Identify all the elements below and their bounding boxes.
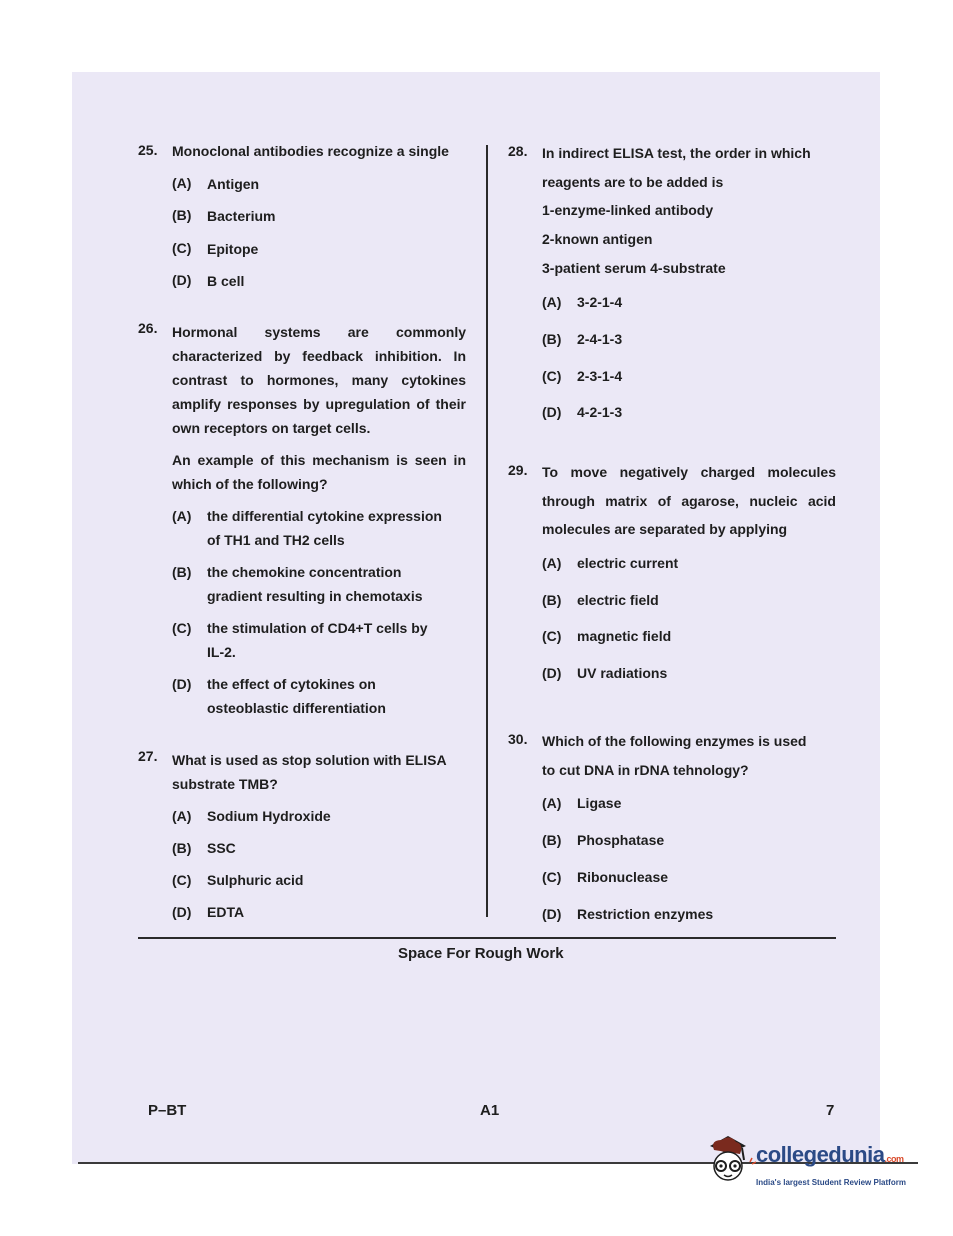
question-number: 25.	[138, 142, 158, 158]
option-text: B cell	[207, 273, 245, 289]
option-label: (A)	[542, 795, 562, 811]
option-label: (D)	[542, 404, 562, 420]
question-stem	[542, 727, 836, 784]
option-text	[207, 672, 386, 720]
stem-line: 3-patient serum 4-substrate	[542, 259, 726, 276]
option-label: (D)	[542, 665, 562, 681]
option-label: (A)	[542, 555, 562, 571]
stem-line: What is used as stop solution with ELISA	[172, 752, 447, 768]
option-text: magnetic field	[577, 628, 672, 644]
option-text: 2-3-1-4	[577, 368, 623, 384]
brand-tagline: India's largest Student Review Platform	[756, 1178, 906, 1187]
option-label: (D)	[172, 676, 192, 692]
question-29	[508, 458, 838, 688]
option-label: (C)	[172, 240, 192, 256]
stem-line: characterized by feedback inhibition. In	[172, 348, 466, 364]
stem-line: molecules are separated by applying	[542, 521, 788, 538]
rough-work-rule	[138, 937, 836, 939]
question-stem: Monoclonal antibodies recognize a single	[172, 143, 449, 159]
mascot-icon	[700, 1132, 756, 1192]
stem-line: In indirect ELISA test, the order in which	[542, 145, 811, 161]
option-line: gradient resulting in chemotaxis	[207, 588, 423, 604]
stem-line: own receptors on target cells.	[172, 420, 371, 436]
option-line: the stimulation of CD4+T cells by	[207, 620, 428, 636]
option-text: 2-4-1-3	[577, 331, 623, 347]
stem-line: amplify responses by upregulation of their	[172, 396, 466, 412]
option-text: Sodium Hydroxide	[207, 808, 331, 824]
option-label: (A)	[172, 508, 192, 524]
option-text	[207, 504, 442, 552]
option-text: 4-2-1-3	[577, 404, 623, 420]
option-line: osteoblastic differentiation	[207, 700, 386, 716]
stem-line: through matrix of agarose, nucleic acid	[542, 492, 836, 509]
stem-line: Which of the following enzymes is used	[542, 733, 807, 749]
option-text: Restriction enzymes	[577, 906, 714, 922]
question-25	[138, 142, 468, 292]
brand-name-text: collegedunia	[756, 1142, 885, 1167]
brand-logo	[700, 1132, 930, 1192]
question-number: 26.	[138, 320, 158, 336]
question-30	[508, 727, 838, 927]
option-line: the effect of cytokines on	[207, 676, 376, 692]
footer-page-number: 7	[826, 1102, 835, 1119]
option-text: Ribonuclease	[577, 869, 669, 885]
stem-line: 1-enzyme-linked antibody	[542, 202, 714, 219]
stem-line: 2-known antigen	[542, 231, 653, 248]
question-number: 28.	[508, 143, 528, 159]
footer-subject-code: P–BT	[148, 1102, 187, 1119]
option-label: (B)	[172, 564, 192, 580]
question-number: 30.	[508, 731, 528, 747]
question-27	[138, 748, 468, 928]
option-label: (C)	[172, 872, 192, 888]
brand-name	[756, 1142, 904, 1168]
option-text: electric field	[577, 592, 659, 608]
question-stem	[172, 320, 466, 496]
stem-line: to cut DNA in rDNA tehnology?	[542, 761, 749, 778]
stem-line: To move negatively charged molecules	[542, 464, 836, 480]
question-26	[138, 320, 468, 720]
brand-tld: .com	[884, 1154, 904, 1164]
option-text: Phosphatase	[577, 832, 665, 848]
option-text	[207, 560, 423, 608]
option-text: 3-2-1-4	[577, 294, 623, 310]
option-text	[207, 616, 428, 664]
option-label: (C)	[542, 368, 562, 384]
option-text: EDTA	[207, 904, 245, 920]
stem-line: which of the following?	[172, 476, 328, 492]
option-label: (B)	[172, 207, 192, 223]
option-line: the chemokine concentration	[207, 564, 402, 580]
option-line: IL-2.	[207, 644, 236, 660]
question-number: 27.	[138, 748, 158, 764]
question-28	[508, 139, 828, 429]
question-stem	[172, 748, 466, 796]
option-label: (D)	[542, 906, 562, 922]
option-label: (C)	[172, 620, 192, 636]
stem-line: An example of this mechanism is seen in	[172, 452, 466, 468]
option-label: (B)	[542, 331, 562, 347]
option-label: (B)	[542, 592, 562, 608]
footer-booklet-series: A1	[480, 1102, 500, 1119]
rough-work-label: Space For Rough Work	[398, 945, 564, 962]
column-divider	[486, 145, 488, 917]
option-text: Ligase	[577, 795, 622, 811]
option-text: Antigen	[207, 176, 260, 192]
question-stem	[542, 458, 836, 544]
option-label: (B)	[172, 840, 192, 856]
option-line: of TH1 and TH2 cells	[207, 532, 345, 548]
option-line: the differential cytokine expression	[207, 508, 442, 524]
stem-line: reagents are to be added is	[542, 173, 724, 190]
question-stem	[542, 139, 832, 283]
option-text: electric current	[577, 555, 679, 571]
option-text: SSC	[207, 840, 236, 856]
option-label: (A)	[172, 808, 192, 824]
option-label: (B)	[542, 832, 562, 848]
option-label: (A)	[542, 294, 562, 310]
option-label: (C)	[542, 628, 562, 644]
stem-line: contrast to hormones, many cytokines	[172, 372, 466, 388]
option-text: UV radiations	[577, 665, 668, 681]
stem-line: substrate TMB?	[172, 776, 278, 792]
option-text: Bacterium	[207, 208, 276, 224]
option-label: (C)	[542, 869, 562, 885]
option-label: (D)	[172, 904, 192, 920]
stem-line: Hormonal systems are commonly	[172, 324, 466, 340]
option-label: (D)	[172, 272, 192, 288]
question-number: 29.	[508, 462, 528, 478]
option-text: Epitope	[207, 241, 259, 257]
option-text: Sulphuric acid	[207, 872, 304, 888]
option-label: (A)	[172, 175, 192, 191]
